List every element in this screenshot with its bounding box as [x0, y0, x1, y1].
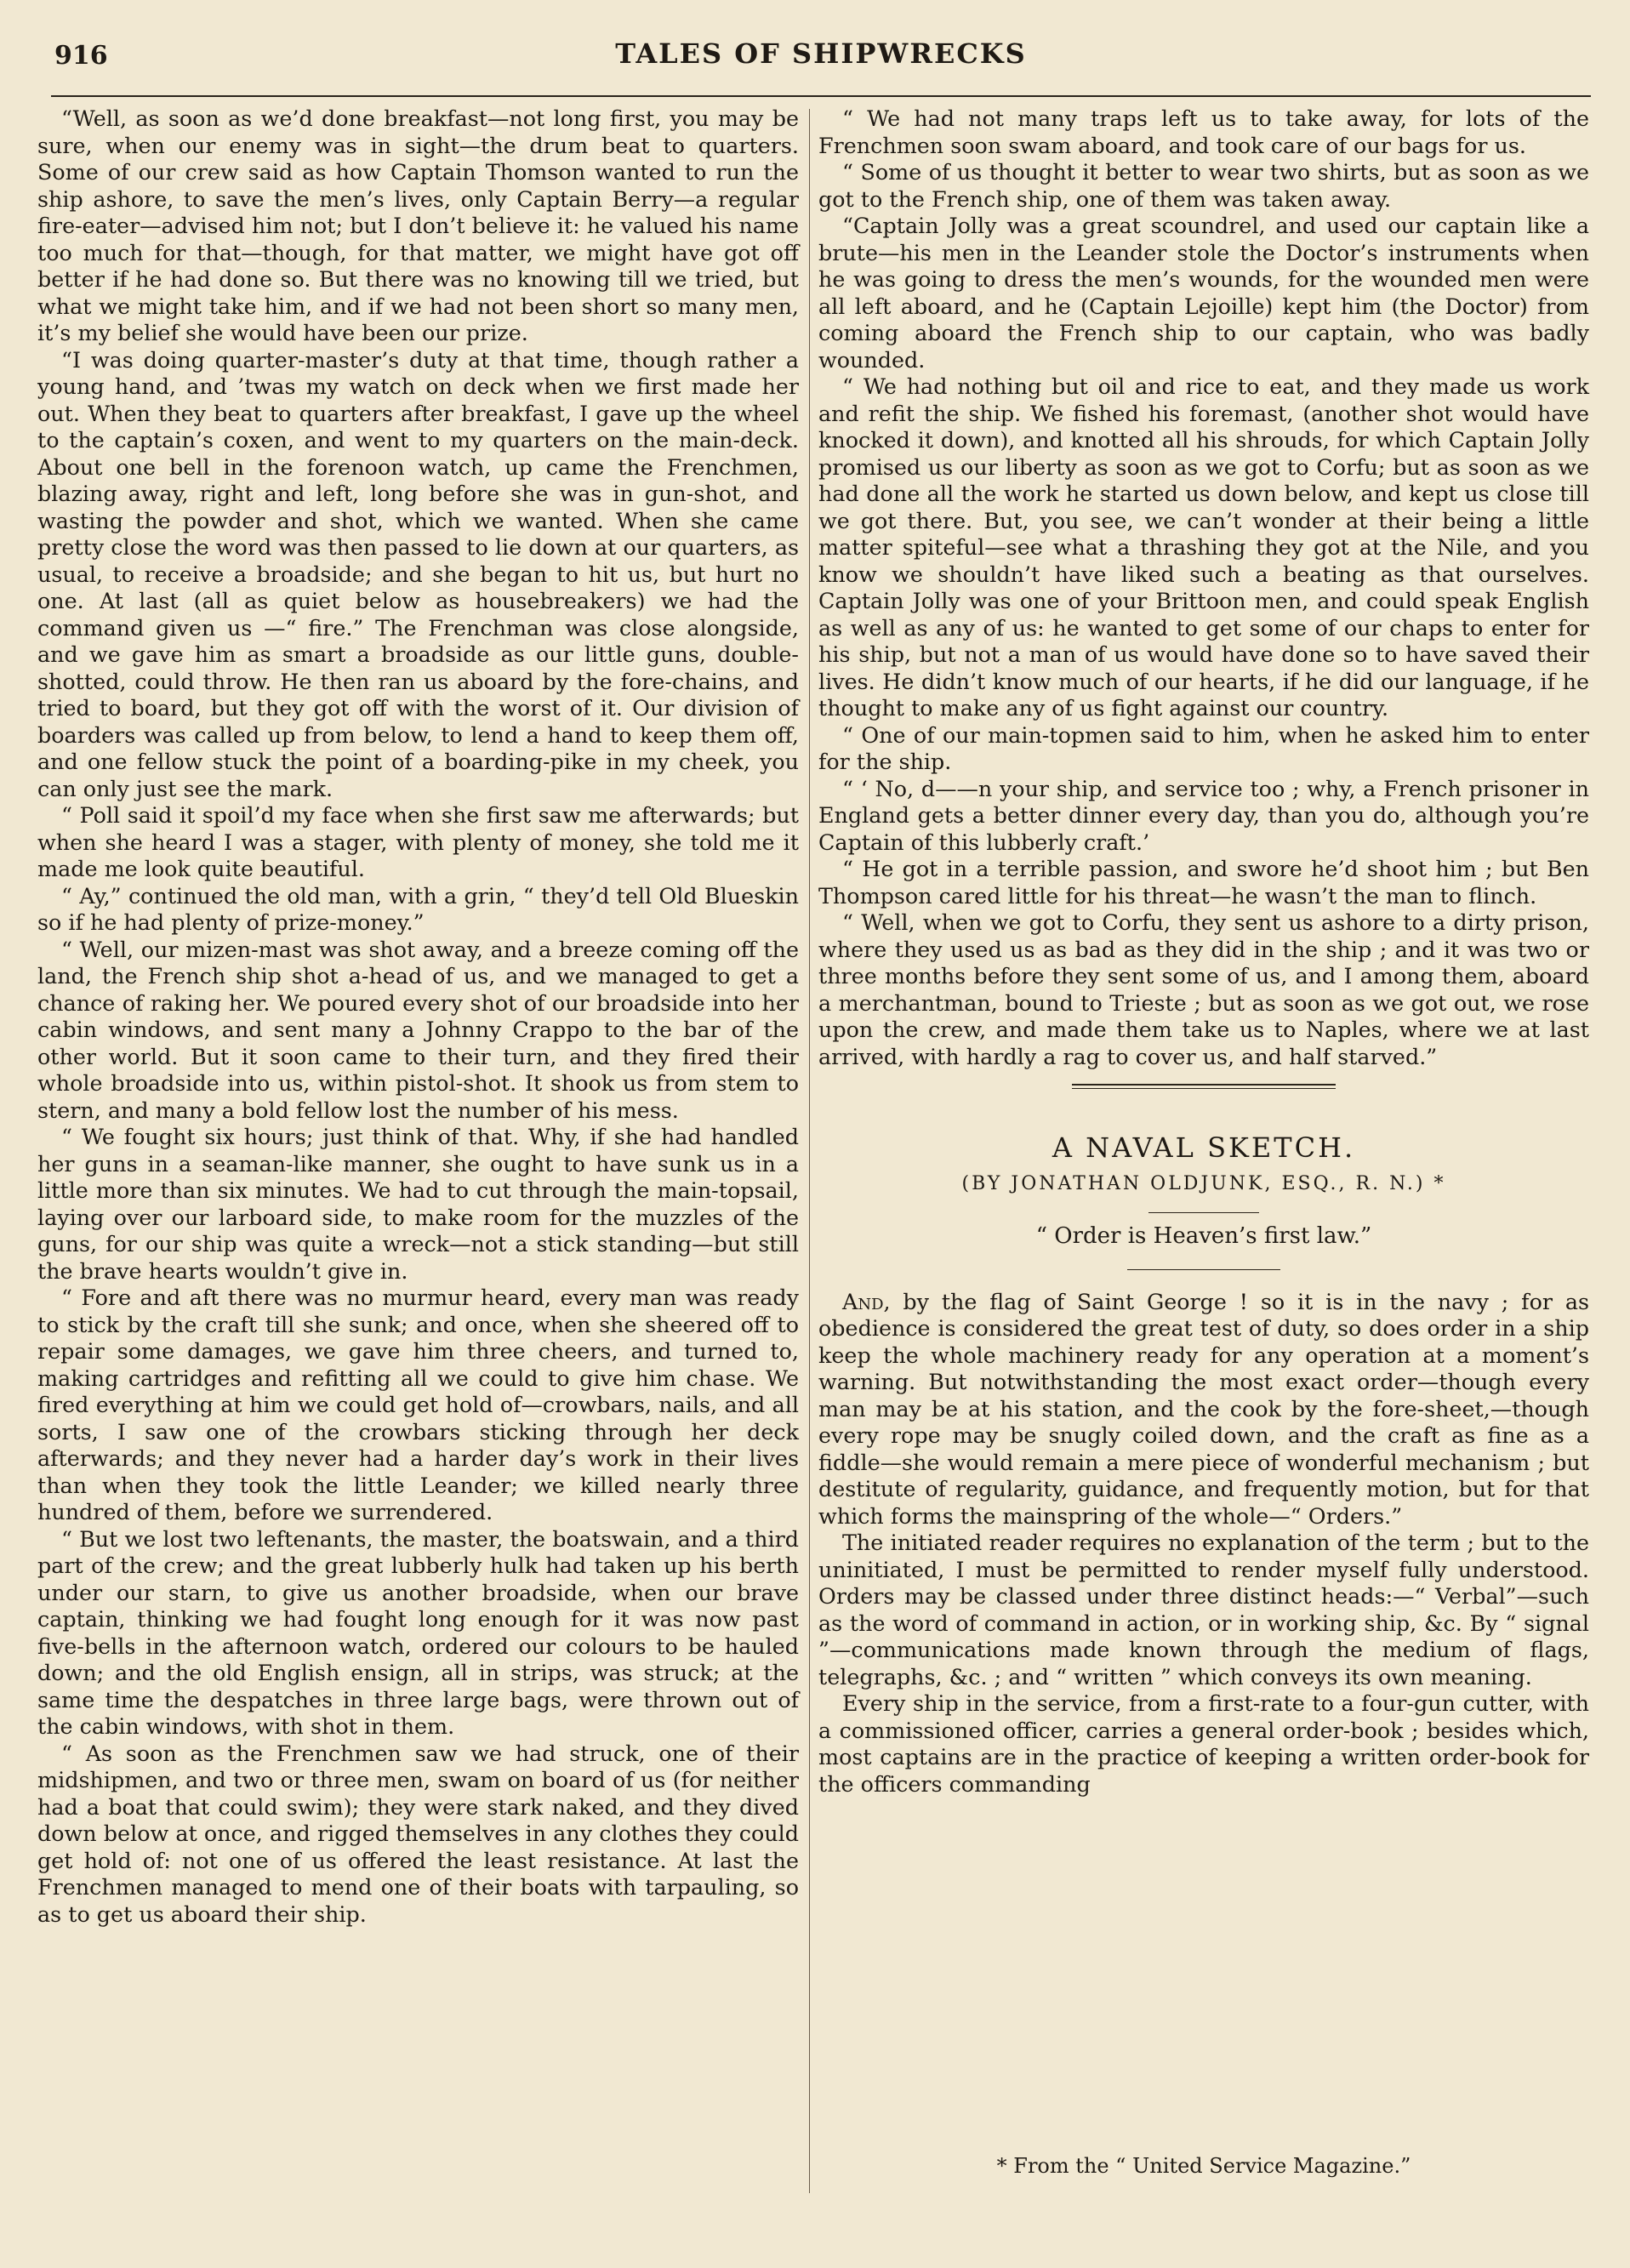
header-rule	[51, 95, 1591, 97]
page-number: 916	[54, 41, 108, 71]
opening-word: And,	[842, 1288, 891, 1314]
paragraph: “ Fore and aft there was no murmur heard, every man was ready to stick by the craft till she sunk; and once, when she sheered off to repair some damages, we gave him three cheers, and turned to, making cartridges and refitting all we could to give him chase. We fired everything at him we could get hold of—crowbars, nails, and all sorts, I saw one of the crowbars sticking through her deck afterwards; and they never had a harder day’s work in their lives than when they took the little Leander; we killed nearly three hundred of them, before we surrendered.	[37, 1285, 799, 1524]
right-column	[818, 105, 1589, 1798]
paragraph: “ One of our main-topmen said to him, when he asked him to enter for the ship.	[818, 721, 1589, 774]
paragraph: “ He got in a terrible passion, and swore he’d shoot him ; but Ben Thompson cared little for his threat—he wasn’t the man to flinch.	[818, 856, 1589, 909]
sketch-body	[818, 1289, 1589, 1798]
short-rule	[1148, 1212, 1259, 1213]
paragraph-text: by the flag of Saint George ! so it is in the navy ; for as obedience is considered the great test of duty, so does order in a ship keep the whole machinery ready for any operation at a moment’s warning. But notwithstanding the most exact order—though every man may be at his station, and the cook by the fore-sheet,—though every rope may be snugly coiled down, and the craft as fine as a fiddle—she would remain a mere piece of wonderful mechanism ; but destitute of regularity, guidance, and frequently motion, but for that which forms the mainspring of the whole—“ Orders.”	[818, 1288, 1589, 1529]
paragraph: “ As soon as the Frenchmen saw we had struck, one of their midshipmen, and two or three men, swam on board of us (for neither had a boat that could swim); they were stark naked, and they dived down below at once, and rigged themselves in any clothes they could get hold of: not one of us offered the least resistance. At last the Frenchmen managed to mend one of their boats with tarpauling, so as to get us aboard their ship.	[37, 1740, 799, 1927]
paragraph: “ We had nothing but oil and rice to eat, and they made us work and refit the ship. We fished his foremast, (another shot would have knocked it down), and knotted all his shrouds, for which Captain Jolly promised us our liberty as soon as we got to Corfu; but as soon as we had done all the work he started us down below, and kept us close till we got there. But, you see, we can’t wonder at their being a little matter spiteful—see what a thrashing they got at the Nile, and you know we shouldn’t have liked such a beating as that ourselves. Captain Jolly was one of your Brittoon men, and could speak English as well as any of us: he wanted to get some of our chaps to enter for his ship, but not a man of us would have done so to have saved their lives. He didn’t know much of our hearts, if he did our language, if he thought to make any of us fight against our country.	[818, 373, 1589, 721]
paragraph: “Well, as soon as we’d done breakfast—not long first, you may be sure, when our enemy was in sight—the drum beat to quarters. Some of our crew said as how Captain Thomson wanted to run the ship ashore, to save the men’s lives, only Captain Berry—a regular fire-eater—advised him not; but I don’t believe it: he valued his name too much for that—though, for that matter, we might have got off better if he had done so. But there was no knowing till we tried, but what we might take him, and if we had not been short so many men, it’s my belief she would have been our prize.	[37, 105, 799, 345]
paragraph: “ We fought six hours; just think of that. Why, if she had handled her guns in a seaman-like manner, she ought to have sunk us in a little more than six minutes. We had to cut through the main-topsail, laying over our larboard side, to make room for the muzzles of the guns, for our ship was quite a wreck—not a stick standing—but still the brave hearts wouldn’t give in.	[37, 1124, 799, 1284]
left-column	[37, 105, 799, 1928]
section-end-rule	[1072, 1084, 1336, 1089]
paragraph: “ Ay,” continued the old man, with a grin, “ they’d tell Old Blueskin so if he had plenty of prize-money.”	[37, 882, 799, 935]
paragraph: “ ‘ No, d——n your ship, and service too ; why, a French prisoner in England gets a better dinner every day, than you do, although you’re Captain of this lubberly craft.’	[818, 775, 1589, 855]
footnote: * From the “ United Service Magazine.”	[996, 2154, 1411, 2178]
paragraph: Every ship in the service, from a first-rate to a four-gun cutter, with a commissioned officer, carries a general order-book ; besides which, most captains are in the practice of keeping a written order-book for the officers commanding	[818, 1690, 1589, 1797]
paragraph: “ We had not many traps left us to take away, for lots of the Frenchmen soon swam aboard, and took care of our bags for us.	[818, 105, 1589, 158]
paragraph: “ Some of us thought it better to wear two shirts, but as soon as we got to the French ship, one of them was taken away.	[818, 159, 1589, 212]
paragraph: The initiated reader requires no explanation of the term ; but to the uninitiated, I must be permitted to render myself fully understood. Orders may be classed under three distinct heads:—“ Verbal”—such as the word of command in action, or in working ship, &c. By “ signal ”—communications made known through the medium of flags, telegraphs, &c. ; and “ written ” which conveys its own meaning.	[818, 1530, 1589, 1690]
column-divider	[809, 109, 810, 2193]
epigraph: “ Order is Heaven’s first law.”	[1035, 1223, 1372, 1249]
running-title: TALES OF SHIPWRECKS	[615, 37, 1027, 70]
paragraph: “ Well, our mizen-mast was shot away, and a breeze coming off the land, the French ship shot a-head of us, and we managed to get a chance of raking her. We poured every shot of our broadside into her cabin windows, and sent many a Johnny Crappo to the bar of the other world. But it soon came to their turn, and they fired their whole broadside into us, within pistol-shot. It shook us from stem to stern, and many a bold fellow lost the number of his mess.	[37, 936, 799, 1123]
paragraph: “Captain Jolly was a great scoundrel, and used our captain like a brute—his men in the Leander stole the Doctor’s instruments when he was going to dress the men’s wounds, for the wounded men were all left aboard, and he (Captain Lejoille) kept him (the Doctor) from coming aboard the French ship to our captain, who was badly wounded.	[818, 213, 1589, 373]
paragraph: “I was doing quarter-master’s duty at that time, though rather a young hand, and ’twas my watch on deck when we first made her out. When they beat to quarters after breakfast, I gave up the wheel to the captain’s coxen, and went to my quarters on the main-deck. About one bell in the forenoon watch, up came the Frenchmen, blazing away, right and left, long before she was in gun-shot, and wasting the powder and shot, which we wanted. When she came pretty close the word was then passed to lie down at our quarters, as usual, to receive a broadside; and she began to hit us, but hurt no one. At last (all as quiet below as housebreakers) we had the command given us —“ fire.” The Frenchman was close alongside, and we gave him as smart a broadside as our little guns, double-shotted, could throw. He then ran us aboard by the fore-chains, and tried to board, but they got off with the worst of it. Our division of boarders was called up from below, to lend a hand to keep them off, and one fellow stuck the point of a boarding-pike in my cheek, you can only just see the mark.	[37, 346, 799, 801]
paragraph: “ Poll said it spoil’d my face when she first saw me afterwards; but when she heard I was a stager, with plenty of money, she told me it made me look quite beautiful.	[37, 802, 799, 881]
page-header	[51, 37, 1591, 88]
sketch-byline: (BY JONATHAN OLDJUNK, ESQ., R. N.) *	[961, 1172, 1446, 1194]
paragraph: “ But we lost two leftenants, the master, the boatswain, and a third part of the crew; and the great lubberly hulk had taken up his berth under our starn, to give us another broadside, when our brave captain, thinking we had fought long enough for it was now past five-bells in the afternoon watch, ordered our colours to be hauled down; and the old English ensign, all in strips, was struck; at the same time the despatches in three large bags, were thrown out of the cabin windows, with shot in them.	[37, 1525, 799, 1739]
sketch-title: A NAVAL SKETCH.	[1052, 1131, 1356, 1164]
paragraph: “ Well, when we got to Corfu, they sent us ashore to a dirty prison, where they used us as bad as they did in the ship ; and it was two or three months before they sent some of us, and I among them, aboard a merchantman, bound to Trieste ; but as soon as we got out, we rose upon the crew, and made them take us to Naples, where we at last arrived, with hardly a rag to cover us, and half starved.”	[818, 909, 1589, 1069]
paragraph	[818, 1289, 1589, 1530]
epigraph-rule	[1127, 1269, 1280, 1270]
